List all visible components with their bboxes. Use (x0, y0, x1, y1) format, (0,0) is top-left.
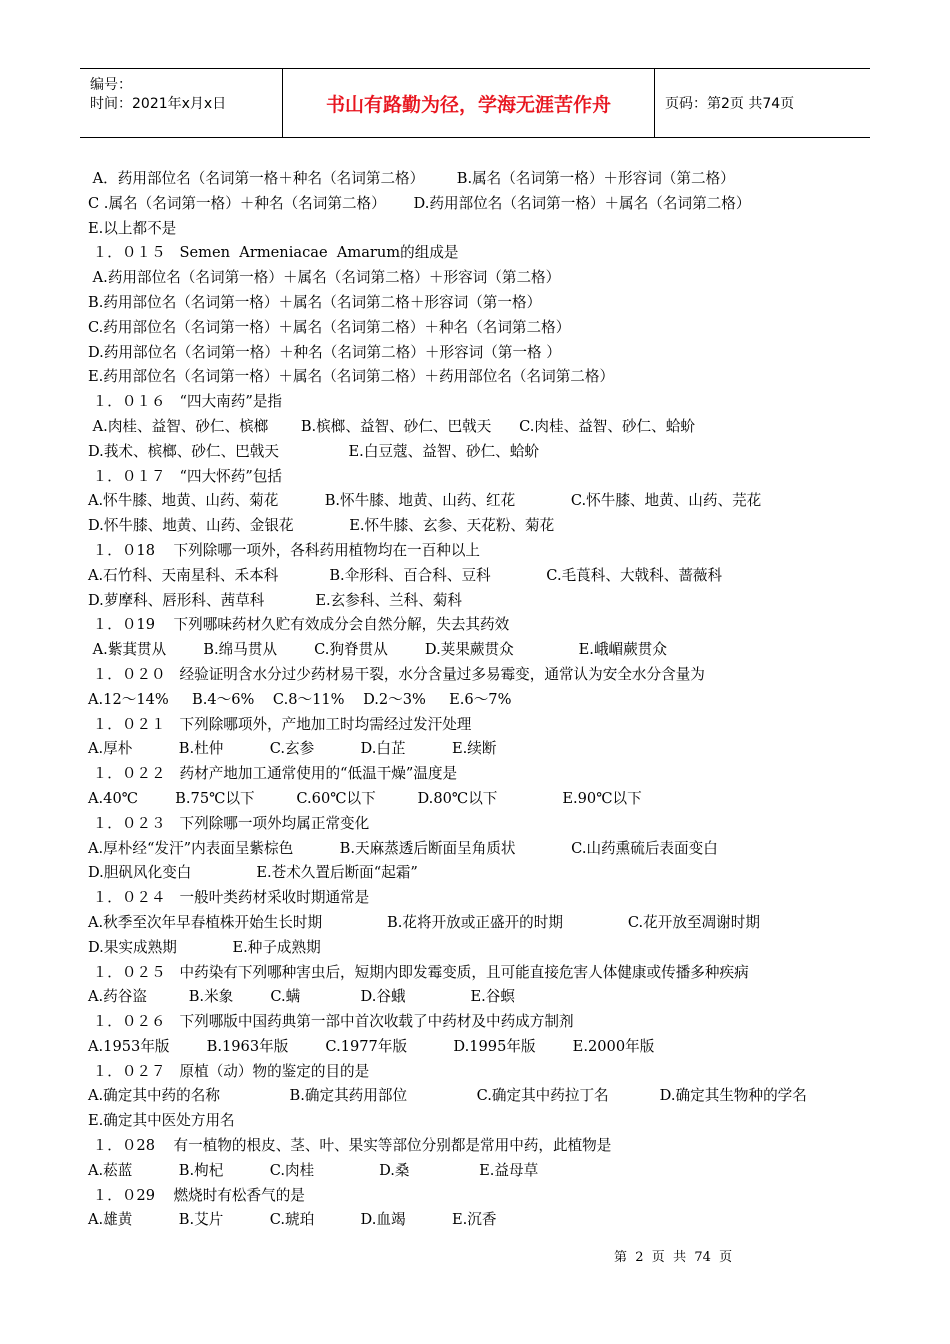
text-line: １．０29 燃烧时有松香气的是 (88, 1186, 305, 1204)
text-line: E.确定其中医处方用名 (88, 1112, 235, 1130)
text-line: １．０19 下列哪味药材久贮有效成分会自然分解，失去其药效 (88, 616, 510, 634)
text-line: １．０28 有一植物的根皮、茎、叶、果实等部位分别都是常用中药，此植物是 (88, 1137, 612, 1155)
text-line: １．０２５ 中药染有下列哪种害虫后，短期内即发霉变质，且可能直接危害人体健康或传播多种疾病 (88, 963, 749, 981)
text-line: １．０２１ 下列除哪项外，产地加工时均需经过发汗处理 (88, 715, 472, 733)
text-line: A.秋季至次年早春植株开始生长时期 B.花将开放或正盛开的时期 C.花开放至凋谢时期 (88, 913, 760, 931)
text-line: A.药用部位名（名词第一格）＋属名（名词第二格）＋形容词（第二格） (88, 269, 561, 287)
text-line: C.药用部位名（名词第一格）＋属名（名词第二格）＋种名（名词第二格） (88, 318, 571, 336)
text-line: B.药用部位名（名词第一格）＋属名（名词第二格＋形容词（第一格） (88, 293, 542, 311)
text-line: １．０１６ “四大南药”是指 (88, 393, 283, 411)
text-line: A.药谷盗 B.米象 C.螨 D.谷蛾 E.谷螟 (88, 988, 515, 1006)
document-body (88, 167, 878, 1233)
motto-text: 书山有路勤为径，学海无涯苦作舟 (325, 93, 611, 116)
text-line: A.12～14% B.4～6% C.8～11% D.2～3% E.6～7% (88, 690, 512, 708)
page-header (80, 68, 870, 138)
text-line: １．０１７ “四大怀药”包括 (88, 467, 283, 485)
text-line: A.石竹科、天南星科、禾本科 B.伞形科、百合科、豆科 C.毛莨科、大戟科、蔷薇科 (88, 566, 723, 584)
text-line: A.厚朴 B.杜仲 C.玄参 D.白芷 E.续断 (88, 740, 497, 758)
text-line: E.以上都不是 (88, 219, 177, 237)
text-line: D.果实成熟期 E.种子成熟期 (88, 938, 321, 956)
page-footer: 第 2 页 共 74 页 (614, 1250, 733, 1265)
text-line: １．０２４ 一般叶类药材采收时期通常是 (88, 889, 370, 907)
text-line: １．０１５ Semen Armeniacae Amarum的组成是 (88, 244, 459, 262)
text-line: A.40℃ B.75℃以下 C.60℃以下 D.80℃以下 E.90℃以下 (88, 789, 642, 807)
text-line: A.确定其中药的名称 B.确定其药用部位 C.确定其中药拉丁名 D.确定其生物种的学名 (88, 1087, 807, 1105)
text-line: D.萝摩科、唇形科、茜草科 E.玄参科、兰科、菊科 (88, 591, 463, 609)
text-line: A.肉桂、益智、砂仁、槟榔 B.槟榔、益智、砂仁、巴戟天 C.肉桂、益智、砂仁、蛤蚧 (88, 417, 695, 435)
text-line: A.紫萁贯从 B.绵马贯从 C.狗脊贯从 D.荚果蕨贯众 E.峨嵋蕨贯众 (88, 641, 667, 659)
text-line: １．０18 下列除哪一项外，各科药用植物均在一百种以上 (88, 541, 481, 559)
text-line: D.胆矾风化变白 E.苍术久置后断面“起霜” (88, 864, 418, 882)
text-line: D.莪术、槟榔、砂仁、巴戟天 E.白豆蔻、益智、砂仁、蛤蚧 (88, 442, 539, 460)
text-line: A．药用部位名（名词第一格＋种名（名词第二格） B.属名（名词第一格）＋形容词（第二格） (88, 170, 735, 187)
text-line: A.1953年版 B.1963年版 C.1977年版 D.1995年版 E.2000年版 (88, 1037, 655, 1055)
text-line: E.药用部位名（名词第一格）＋属名（名词第二格）＋药用部位名（名词第二格） (88, 368, 615, 386)
text-line: A.怀牛膝、地黄、山药、菊花 B.怀牛膝、地黄、山药、红花 C.怀牛膝、地黄、山药、芫花 (88, 492, 762, 510)
text-line: A.菘蓝 B.枸杞 C.肉桂 D.桑 E.益母草 (88, 1161, 539, 1179)
header-info-cell (80, 69, 283, 137)
number-label: 编号： (90, 77, 132, 93)
text-line: １．０２６ 下列哪版中国药典第一部中首次收载了中药材及中药成方制剂 (88, 1013, 574, 1031)
text-line: １．０２７ 原植（动）物的鉴定的目的是 (88, 1062, 370, 1080)
text-line: １．０２０ 经验证明含水分过少药材易干裂，水分含量过多易霉变，通常认为安全水分含量为 (88, 665, 705, 683)
page-number-label: 页码：第2页 共74页 (665, 96, 795, 112)
time-label: 时间：2021年x月x日 (90, 96, 227, 112)
text-line: D.药用部位名（名词第一格）＋种名（名词第二格）＋形容词（第一格 ） (88, 343, 561, 361)
text-line: １．０２３ 下列除哪一项外均属正常变化 (88, 814, 370, 832)
header-motto-cell (283, 69, 655, 137)
text-line: C .属名（名词第一格）＋种名（名词第二格） D.药用部位名（名词第一格）＋属名（名词第二格） (88, 194, 751, 212)
text-line: D.怀牛膝、地黄、山药、金银花 E.怀牛膝、玄参、天花粉、菊花 (88, 517, 555, 535)
text-line: A.厚朴经“发汗”内表面呈紫棕色 B.天麻蒸透后断面呈角质状 C.山药熏硫后表面变白 (88, 839, 718, 857)
text-line: A.雄黄 B.艾片 C.琥珀 D.血竭 E.沉香 (88, 1211, 497, 1229)
text-line: １．０２２ 药材产地加工通常使用的“低温干燥”温度是 (88, 765, 458, 783)
